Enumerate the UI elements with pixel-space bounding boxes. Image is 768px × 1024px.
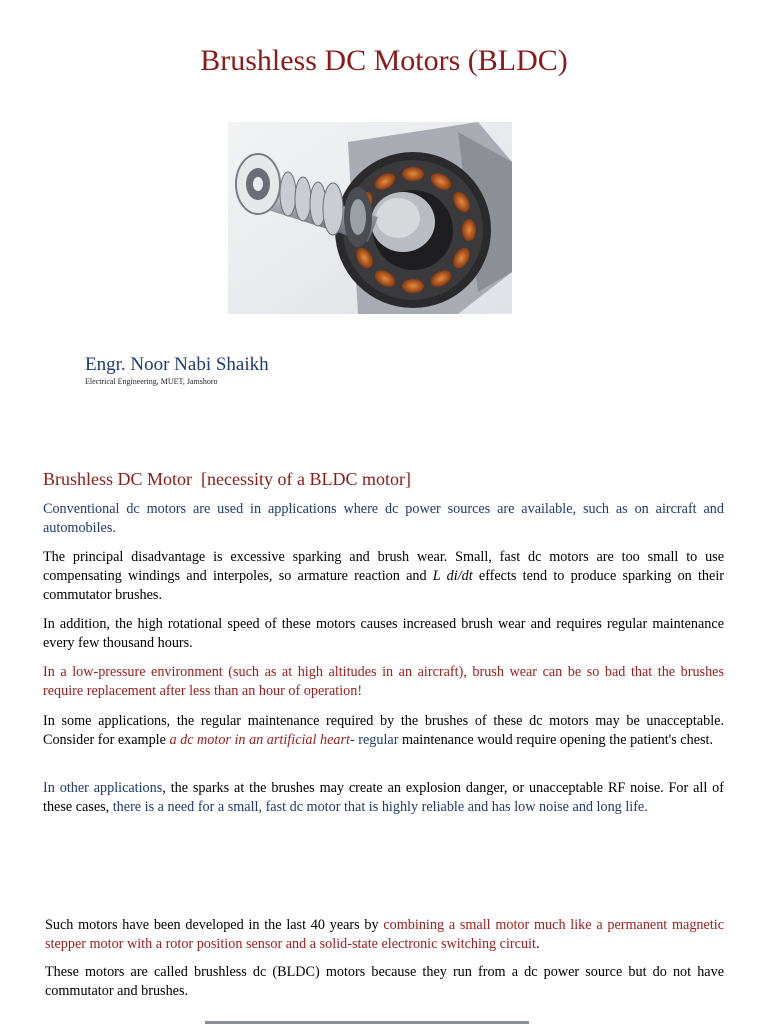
page-title: Brushless DC Motors (BLDC) xyxy=(200,44,568,77)
stator-coil xyxy=(402,167,424,181)
paragraph-such-motors: Such motors have been developed in the last 40 years by combining a small motor much like a permanent magnetic stepper motor with a rotor position sensor and a solid-state electronic switching circuit. xyxy=(45,917,725,952)
author-name: Engr. Noor Nabi Shaikh xyxy=(85,354,269,375)
paragraph-bldc-definition: These motors are called brushless dc (BLDC) motors because they run from a dc power source but do not have commutator and brushes. xyxy=(45,964,724,999)
motor-image xyxy=(228,122,512,314)
stator-coil xyxy=(402,279,424,293)
paragraph-conventional-dc: Conventional dc motors are used in applications where dc power sources are available, such as on aircraft and automobiles. xyxy=(43,501,724,536)
paragraph-low-pressure: In a low-pressure environment (such as at high altitudes in an aircraft), brush wear can be so bad that the brushes require replacement after less than an hour of operation! xyxy=(43,664,724,699)
paragraph-rotational-speed: In addition, the high rotational speed of these motors causes increased brush wear and requires regular maintenance every few thousand hours. xyxy=(43,616,724,651)
author-affiliation: Electrical Engineering, MUET, Jamshoro xyxy=(85,377,218,386)
paragraph-disadvantage: The principal disadvantage is excessive sparking and brush wear. Small, fast dc motors are too small to use compensating windings and interpoles, so armature reaction and L di/dt effects tend to produce sparking on their commutator brushes. xyxy=(43,549,724,603)
paragraph-other-applications: In other applications, the sparks at the brushes may create an explosion danger, or unacceptable RF noise. For all of these cases, there is a need for a small, fast dc motor that is highly reliable and has low noise and long life. xyxy=(43,780,724,815)
section-heading: Brushless DC Motor [necessity of a BLDC motor] xyxy=(43,469,411,489)
stator-coil xyxy=(462,219,476,241)
paragraph-artificial-heart: In some applications, the regular maintenance required by the brushes of these dc motors may be unacceptable. Consider for example a dc motor in an artificial heart- regular maintenance would require opening the patient's chest. xyxy=(43,713,724,748)
